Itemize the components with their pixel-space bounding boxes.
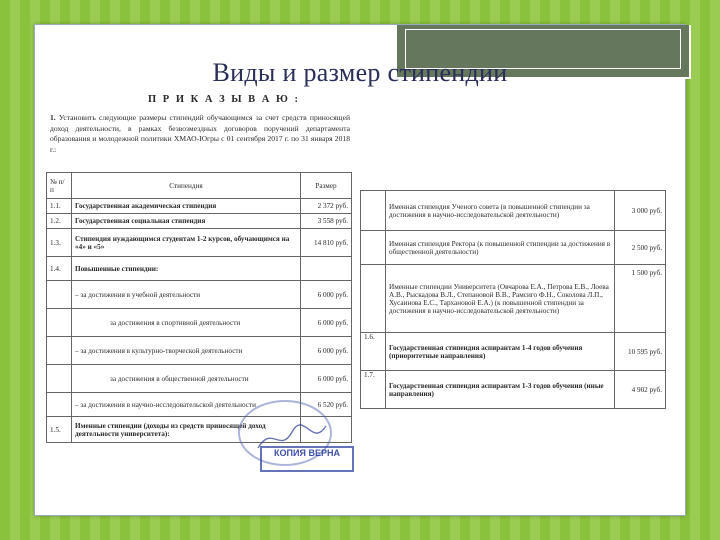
table-row [361, 333, 666, 371]
row-num [47, 393, 72, 417]
table-row [361, 231, 666, 265]
table-row [361, 191, 666, 231]
row-amount: 6 000 руб. [301, 337, 352, 365]
row-name: за достижения в спортивной деятельности [72, 309, 301, 337]
row-name: Именная стипендия Ученого совета (в повышенной стипендии за достижения в научно-исследовательской деятельности) [386, 191, 615, 231]
row-amount: 6 520 руб. [301, 393, 352, 417]
row-num: 1.3. [47, 229, 72, 257]
row-amount: 2 372 руб. [301, 199, 352, 214]
row-amount: 1 500 руб. [615, 265, 666, 333]
copy-true-stamp: КОПИЯ ВЕРНА [260, 446, 354, 472]
table-row [47, 281, 352, 309]
intro-text: Установить следующие размеры стипендий обучающимся за счет средств приносящей доход деятельности, в рамках безвозмездных договоров поручений департамента образования и молодежной политики ХМАО-Югры с 01 сентября 2017 г. по 31 января 2018 г.: [50, 113, 351, 154]
table-row [47, 365, 352, 393]
scholarship-table-right [360, 190, 666, 409]
row-name: Повышенные стипендии: [72, 257, 301, 281]
row-name: – за достижения в научно-исследовательской деятельности [72, 393, 301, 417]
row-amount: 6 000 руб. [301, 309, 352, 337]
table-row [47, 199, 352, 214]
row-num: 1.5. [47, 417, 72, 443]
row-name: – за достижения в культурно-творческой деятельности [72, 337, 301, 365]
row-amount: 3 558 руб. [301, 214, 352, 229]
table-header-row [47, 173, 352, 199]
table-row [47, 257, 352, 281]
row-num [361, 231, 386, 265]
row-num: 1.2. [47, 214, 72, 229]
row-num [47, 281, 72, 309]
slide-title: Виды и размер стипендии [212, 58, 508, 87]
row-name: – за достижения в учебной деятельности [72, 281, 301, 309]
row-name: Стипендия нуждающимся студентам 1-2 курсов, обучающимся на «4» и «5» [72, 229, 301, 257]
row-num [47, 309, 72, 337]
row-name: Государственная стипендия аспирантам 1-4 годов обучения (приоритетные направления) [386, 333, 615, 371]
row-num [361, 191, 386, 231]
table-row [47, 229, 352, 257]
row-amount [301, 257, 352, 281]
row-name: Государственная стипендия аспирантам 1-3 годов обучения (иные направления) [386, 371, 615, 409]
row-amount: 4 902 руб. [615, 371, 666, 409]
row-num: 1.7. [361, 371, 386, 409]
row-name: Именные стипендии (доходы из средств приносящей доход деятельности университета): [72, 417, 301, 443]
row-name: Именные стипендии Университета (Овчарова Е.А., Петрова Е.В., Лоева А.В., Рыскадова В.Л., Степановой В.В., Рамсиго Ф.Н., Соколова Л.П., Хусаинова Е.С., Тархановой Е.А.) (к повышенной стипендии за достижения в научно-исследовательской деятельности) [386, 265, 615, 333]
table-row [47, 337, 352, 365]
row-num: 1.1. [47, 199, 72, 214]
row-name: Государственная академическая стипендия [72, 199, 301, 214]
row-amount: 2 500 руб. [615, 231, 666, 265]
row-amount: 6 000 руб. [301, 365, 352, 393]
row-amount: 10 595 руб. [615, 333, 666, 371]
table-row [47, 214, 352, 229]
row-name: Именная стипендия Ректора (к повышенной стипендии за достижения в общественной деятельности) [386, 231, 615, 265]
row-name: Государственная социальная стипендия [72, 214, 301, 229]
intro-number: 1. [50, 113, 56, 122]
row-num [361, 265, 386, 333]
table-row [47, 309, 352, 337]
row-amount: 3 000 руб. [615, 191, 666, 231]
row-num: 1.6. [361, 333, 386, 371]
table-row [361, 265, 666, 333]
row-amount: 6 000 руб. [301, 281, 352, 309]
row-num: 1.4. [47, 257, 72, 281]
document-intro [50, 113, 350, 155]
row-name: за достижения в общественной деятельности [72, 365, 301, 393]
row-amount: 14 810 руб. [301, 229, 352, 257]
row-num [47, 337, 72, 365]
table-row [361, 371, 666, 409]
document-heading: П Р И К А З Ы В А Ю : [148, 94, 300, 105]
header-num: № п/п [47, 173, 72, 199]
header-amount: Размер [301, 173, 352, 199]
header-name: Стипендия [72, 173, 301, 199]
scholarship-table-left [46, 172, 352, 443]
row-num [47, 365, 72, 393]
